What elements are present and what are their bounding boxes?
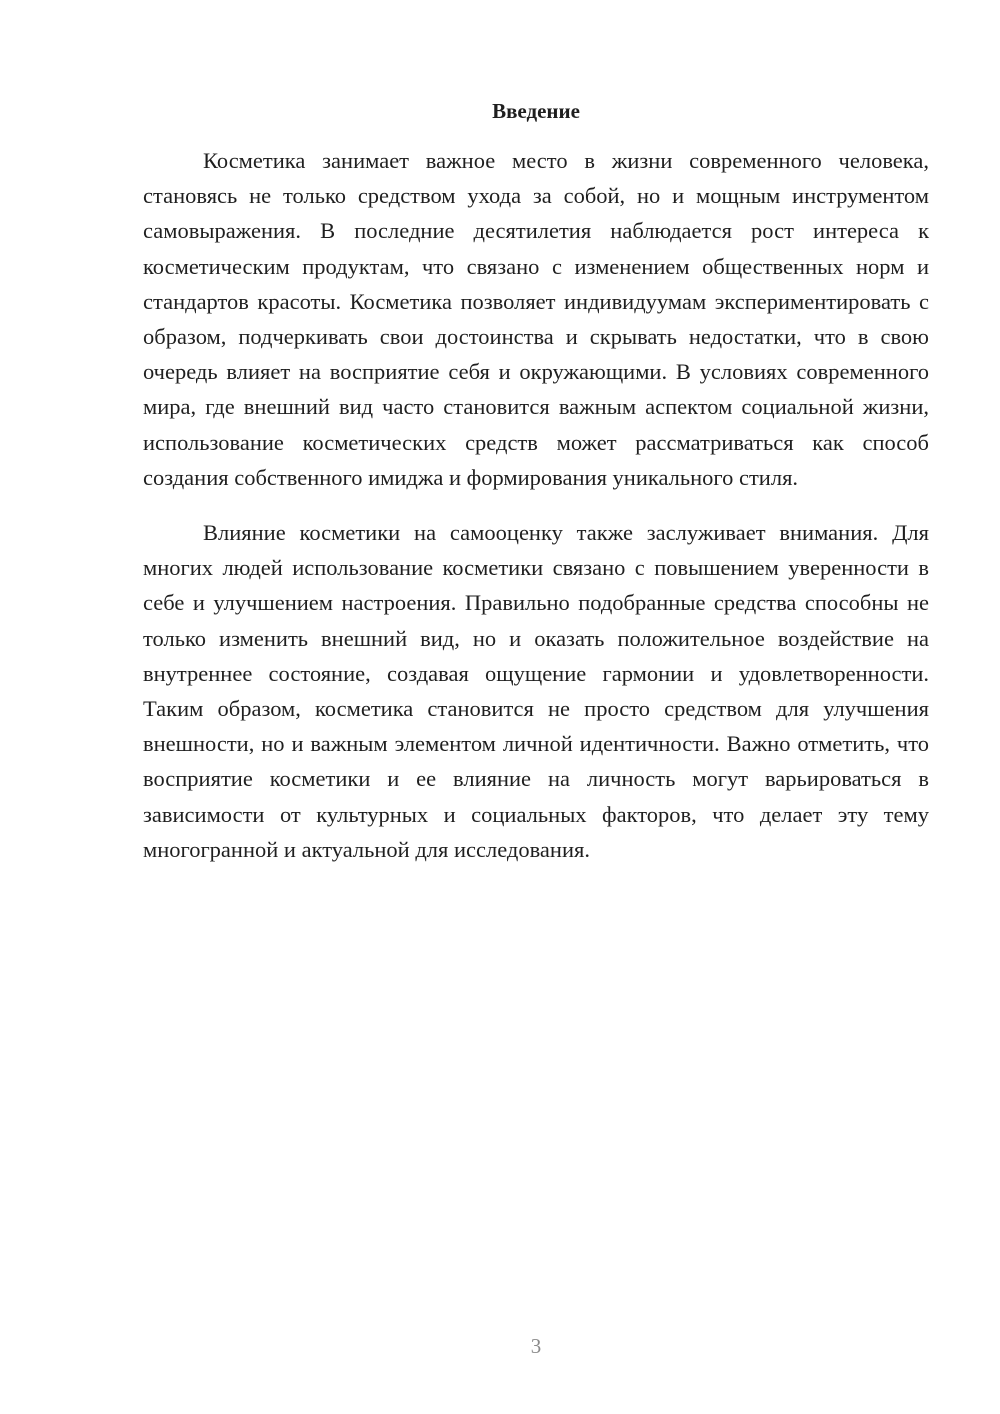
paragraph-1: Косметика занимает важное место в жизни современного человека, становясь не только средством ухода за собой, но и мощным инструментом самовыражения. В последние десятилетия наблюдается рост интереса к косметическим продуктам, что связано с изменением общественных норм и стандартов красоты. Косметика позволяет индивидуумам экспериментировать с образом, подчеркивать свои достоинства и скрывать недостатки, что в свою очередь влияет на восприятие себя и окружающими. В условиях современного мира, где внешний вид часто становится важным аспектом социальной жизни, использование косметических средств может рассматриваться как способ создания собственного имиджа и формирования уникального стиля. [143, 148, 929, 490]
section-title: Введение [492, 99, 580, 123]
paragraph-2: Влияние косметики на самооценку также заслуживает внимания. Для многих людей использование косметики связано с повышением уверенности в себе и улучшением настроения. Правильно подобранные средства способны не только изменить внешний вид, но и оказать положительное воздействие на внутреннее состояние, создавая ощущение гармонии и удовлетворенности. Таким образом, косметика становится не просто средством для улучшения внешности, но и важным элементом личной идентичности. Важно отметить, что восприятие косметики и ее влияние на личность могут варьироваться в зависимости от культурных и социальных факторов, что делает эту тему многогранной и актуальной для исследования. [143, 520, 929, 862]
page-number: 3 [530, 1334, 542, 1358]
document-body [143, 143, 929, 867]
